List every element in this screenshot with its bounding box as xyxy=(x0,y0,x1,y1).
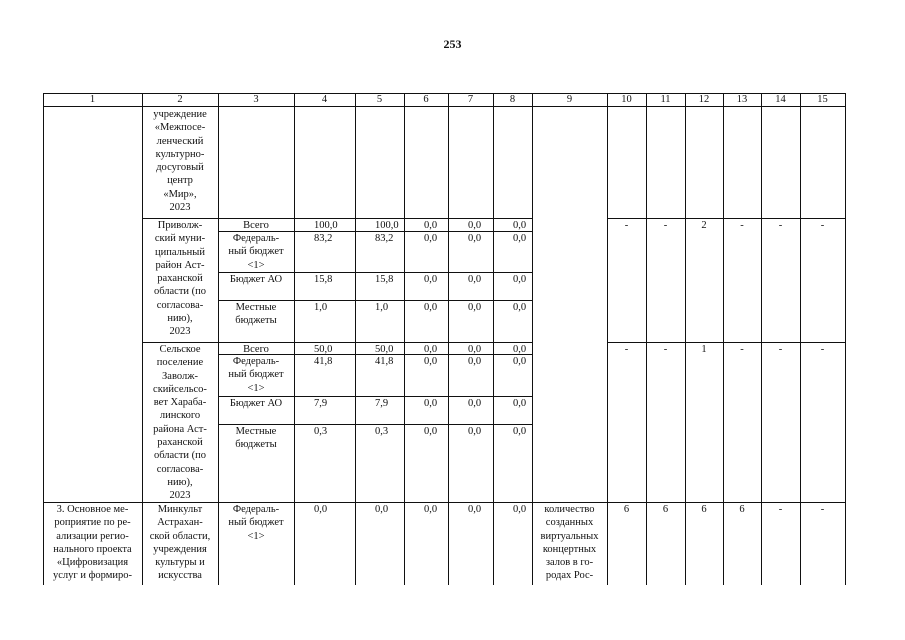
target-cell: - xyxy=(820,344,825,355)
funding-source: Федераль- ный бюджет <1> xyxy=(228,233,284,271)
amount-cell: 0,0 xyxy=(513,302,527,313)
amount-cell: 0,0 xyxy=(424,220,438,231)
institution-name: учреждение «Межпосе- ленческий культурно- досуговый центр «Мир», 2023 xyxy=(153,109,207,214)
funding-source: Бюджет АО xyxy=(229,274,283,285)
table-rule xyxy=(43,106,846,107)
target-cell: - xyxy=(663,220,668,231)
funding-source: Всего xyxy=(243,344,269,355)
amount-cell: 0,0 xyxy=(513,344,527,355)
column-header: 11 xyxy=(660,94,671,105)
funding-source: Федераль- ный бюджет <1> xyxy=(228,356,284,394)
column-header: 10 xyxy=(621,94,632,105)
amount-cell: 0,0 xyxy=(468,398,482,409)
amount-cell: 0,0 xyxy=(424,274,438,285)
column-header: 7 xyxy=(467,94,474,105)
target-cell: - xyxy=(820,220,825,231)
amount-cell: 0,0 xyxy=(513,504,527,515)
amount-cell: 0,0 xyxy=(424,233,438,244)
activity-name: 3. Основное ме- роприятие по ре- ализации регио- нального проекта «Цифровизация услуг и формиро- xyxy=(53,504,132,582)
amount-cell: 0,0 xyxy=(468,356,482,367)
column-header: 2 xyxy=(177,94,183,105)
table-rule xyxy=(43,93,846,94)
amount-cell: 0,0 xyxy=(424,426,438,437)
amount-cell: 0,0 xyxy=(424,504,438,515)
table-rule xyxy=(845,93,846,585)
target-cell: - xyxy=(663,344,668,355)
amount-cell: 15,8 xyxy=(375,274,394,285)
responsible-org: Минкульт Астрахан- ской области, учреждения культуры и искусства xyxy=(149,504,211,582)
amount-cell: 0,0 xyxy=(468,504,482,515)
amount-cell: 100,0 xyxy=(375,220,399,231)
table-rule xyxy=(43,93,44,585)
column-header: 15 xyxy=(817,94,828,105)
amount-cell: 7,9 xyxy=(314,398,328,409)
funding-source: Федераль- ный бюджет <1> xyxy=(228,504,284,542)
table-rule xyxy=(218,93,219,585)
amount-cell: 0,0 xyxy=(513,274,527,285)
amount-cell: 1,0 xyxy=(375,302,389,313)
amount-cell: 0,0 xyxy=(513,233,527,244)
indicator-name: количество созданных виртуальных концертных залов в го- родах Рос- xyxy=(540,504,599,582)
funding-source: Бюджет АО xyxy=(229,398,283,409)
column-header: 5 xyxy=(376,94,383,105)
amount-cell: 0,0 xyxy=(468,233,482,244)
amount-cell: 83,2 xyxy=(314,233,333,244)
target-cell: - xyxy=(624,220,629,231)
amount-cell: 0,0 xyxy=(424,356,438,367)
amount-cell: 50,0 xyxy=(375,344,394,355)
target-cell: - xyxy=(778,504,783,515)
amount-cell: 1,0 xyxy=(314,302,328,313)
target-cell: - xyxy=(778,220,783,231)
amount-cell: 0,0 xyxy=(513,426,527,437)
amount-cell: 0,0 xyxy=(424,302,438,313)
target-cell: 6 xyxy=(662,504,669,515)
table-rule xyxy=(404,93,405,585)
page-number: 253 xyxy=(443,37,462,51)
funding-source: Всего xyxy=(243,220,269,231)
column-header: 3 xyxy=(253,94,259,105)
target-cell: - xyxy=(740,220,744,231)
target-cell: - xyxy=(820,504,825,515)
amount-cell: 0,0 xyxy=(468,344,482,355)
target-cell: 6 xyxy=(739,504,745,515)
amount-cell: 0,0 xyxy=(424,344,438,355)
amount-cell: 0,0 xyxy=(468,426,482,437)
amount-cell: 0,3 xyxy=(375,426,389,437)
column-header: 12 xyxy=(698,94,710,105)
table-rule xyxy=(355,93,356,585)
amount-cell: 0,0 xyxy=(513,356,527,367)
target-cell: 2 xyxy=(701,220,707,231)
municipality-name: Приволж- ский муни- ципальный район Аст- раханской области (по согласова- нию), 2023 xyxy=(153,220,207,338)
amount-cell: 41,8 xyxy=(375,356,394,367)
column-header: 1 xyxy=(89,94,96,105)
amount-cell: 0,0 xyxy=(375,504,389,515)
target-cell: 6 xyxy=(623,504,630,515)
amount-cell: 0,3 xyxy=(314,426,328,437)
amount-cell: 0,0 xyxy=(513,398,527,409)
amount-cell: 7,9 xyxy=(375,398,389,409)
municipality-name: Сельское поселение Заволж- скийсельсо- вет Хараба- линского района Аст- раханской области (по согласова- нию), 2023 xyxy=(153,344,207,502)
column-header: 14 xyxy=(775,94,786,105)
table-rule xyxy=(493,93,494,585)
target-cell: - xyxy=(778,344,783,355)
target-cell: 6 xyxy=(701,504,707,515)
target-cell: - xyxy=(624,344,629,355)
table-rule xyxy=(294,93,295,585)
amount-cell: 0,0 xyxy=(468,302,482,313)
column-header: 8 xyxy=(509,94,516,105)
target-cell: - xyxy=(740,344,744,355)
funding-source: Местные бюджеты xyxy=(235,302,277,327)
amount-cell: 0,0 xyxy=(513,220,527,231)
amount-cell: 0,0 xyxy=(468,220,482,231)
funding-source: Местные бюджеты xyxy=(235,426,277,451)
amount-cell: 15,8 xyxy=(314,274,333,285)
column-header: 13 xyxy=(736,94,748,105)
amount-cell: 83,2 xyxy=(375,233,394,244)
amount-cell: 41,8 xyxy=(314,356,333,367)
column-header: 6 xyxy=(423,94,429,105)
amount-cell: 100,0 xyxy=(314,220,338,231)
column-header: 9 xyxy=(566,94,573,105)
column-header: 4 xyxy=(321,94,328,105)
table-rule xyxy=(448,93,449,585)
amount-cell: 50,0 xyxy=(314,344,333,355)
target-cell: 1 xyxy=(701,344,707,355)
amount-cell: 0,0 xyxy=(424,398,438,409)
amount-cell: 0,0 xyxy=(314,504,328,515)
amount-cell: 0,0 xyxy=(468,274,482,285)
